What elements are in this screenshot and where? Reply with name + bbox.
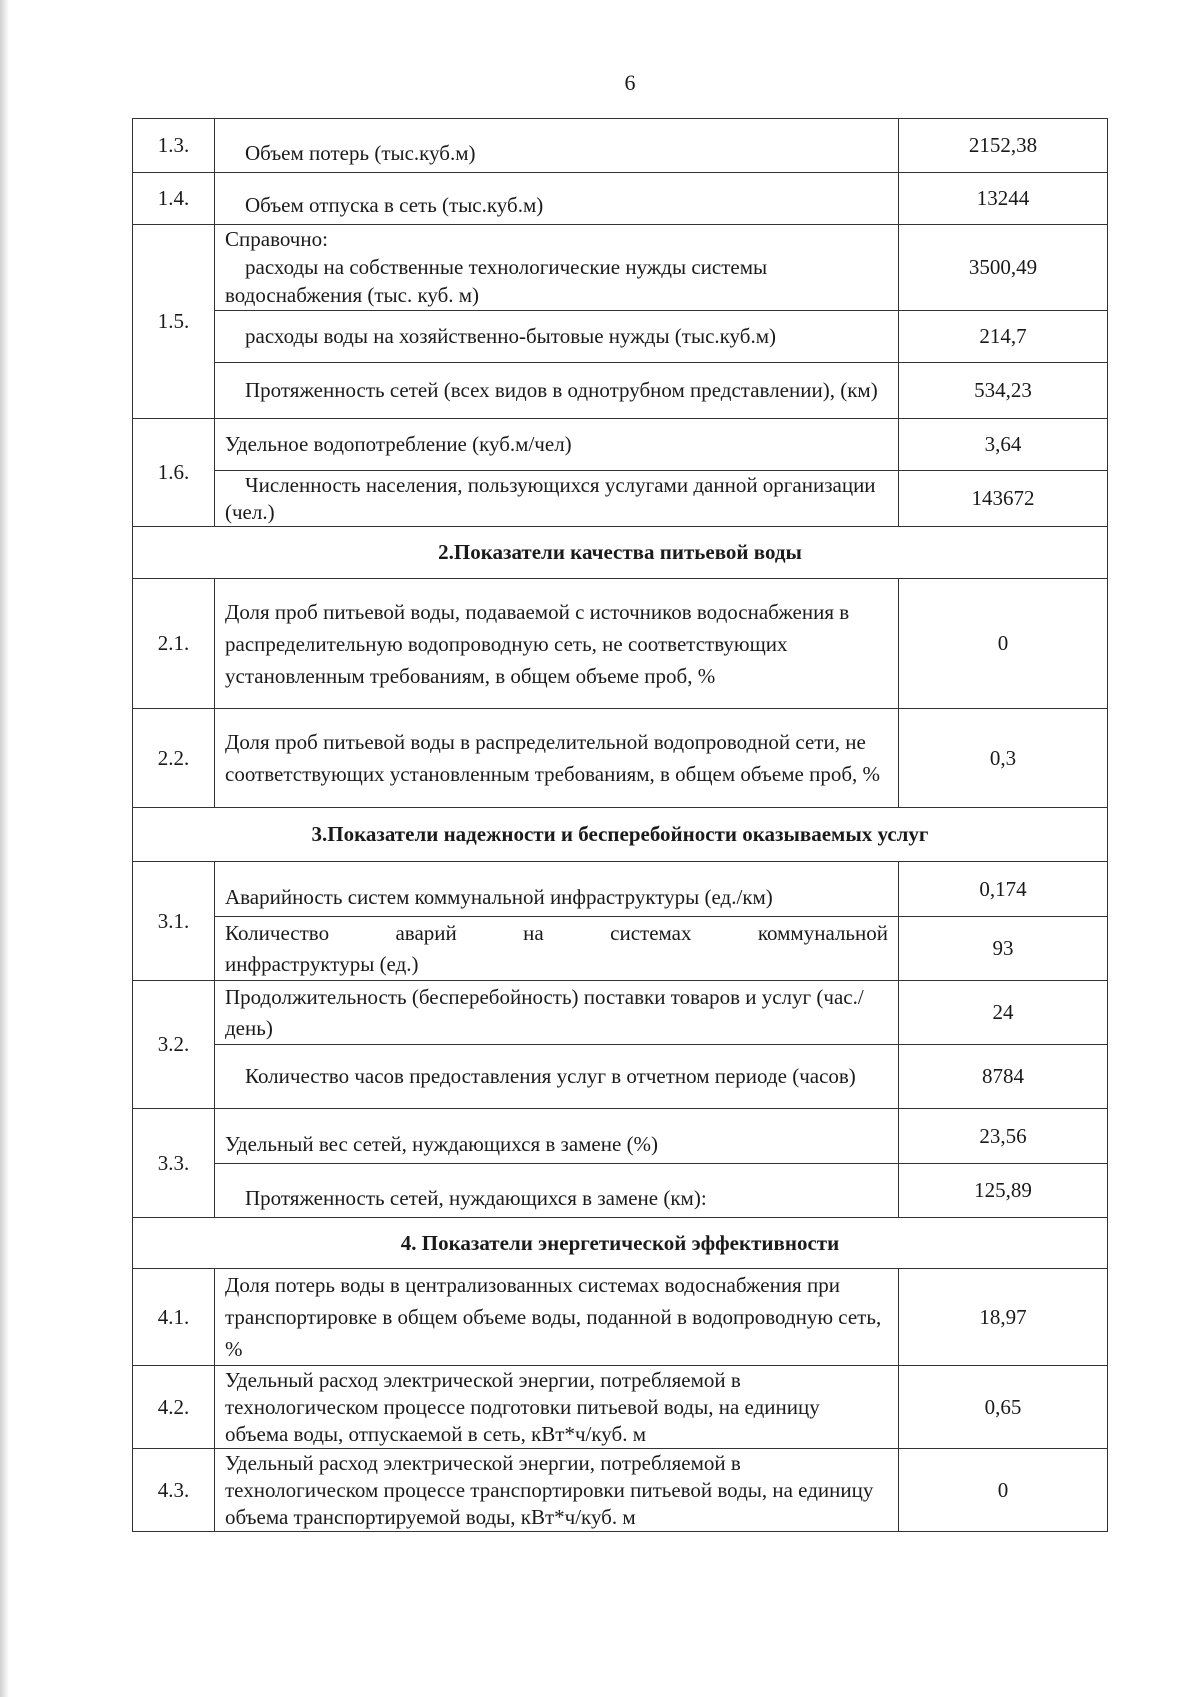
table-row — [133, 862, 1108, 917]
table-row — [133, 1449, 1108, 1532]
row-description: Доля потерь воды в централизованных системах водоснабжения при транспортировке в общем объеме воды, поданной в водопроводную сеть, % — [215, 1269, 899, 1366]
row-value: 0,3 — [899, 709, 1108, 808]
row-value: 143672 — [899, 471, 1108, 527]
row-number: 1.4. — [133, 173, 215, 225]
row-value: 93 — [899, 917, 1108, 981]
row-description: Количество часов предоставления услуг в отчетном периоде (часов) — [215, 1045, 899, 1109]
row-description: Справочно: расходы на собственные технологические нужды системы водоснабжения (тыс. куб. м) — [215, 225, 899, 311]
row-number: 2.1. — [133, 579, 215, 709]
indicators-table — [132, 118, 1108, 1532]
section-header-row — [133, 527, 1108, 579]
row-description: Удельное водопотребление (куб.м/чел) — [215, 419, 899, 471]
row-value: 0,65 — [899, 1366, 1108, 1449]
section-header-row — [133, 808, 1108, 862]
section-title: 4. Показатели энергетической эффективности — [133, 1218, 1108, 1269]
row-description: Продолжительность (бесперебойность) поставки товаров и услуг (час./день) — [215, 981, 899, 1045]
row-value: 13244 — [899, 173, 1108, 225]
row-description: Протяженность сетей, нуждающихся в замене (км): — [215, 1164, 899, 1218]
row-number: 4.2. — [133, 1366, 215, 1449]
row-number: 2.2. — [133, 709, 215, 808]
section-title: 3.Показатели надежности и бесперебойности оказываемых услуг — [133, 808, 1108, 862]
row-description: Удельный расход электрической энергии, потребляемой в технологическом процессе подготовки питьевой воды, на единицу объема воды, отпускаемой в сеть, кВт*ч/куб. м — [215, 1366, 899, 1449]
table-row — [133, 579, 1108, 709]
row-value: 23,56 — [899, 1109, 1108, 1164]
row-value: 24 — [899, 981, 1108, 1045]
row-value: 0,174 — [899, 862, 1108, 917]
table-row — [133, 917, 1108, 981]
page-number: 6 — [624, 70, 636, 95]
table-row — [133, 1109, 1108, 1164]
row-number: 3.3. — [133, 1109, 215, 1218]
table-row — [133, 119, 1108, 173]
row-description: расходы воды на хозяйственно-бытовые нужды (тыс.куб.м) — [215, 311, 899, 363]
table-row — [133, 981, 1108, 1045]
table-row — [133, 173, 1108, 225]
row-description: Объем отпуска в сеть (тыс.куб.м) — [215, 173, 899, 225]
row-description: Протяженность сетей (всех видов в однотрубном представлении), (км) — [215, 363, 899, 419]
row-value: 3500,49 — [899, 225, 1108, 311]
row-description: Удельный вес сетей, нуждающихся в замене (%) — [215, 1109, 899, 1164]
row-value: 534,23 — [899, 363, 1108, 419]
table-row — [133, 709, 1108, 808]
table-row — [133, 1164, 1108, 1218]
table-row — [133, 1366, 1108, 1449]
table-row — [133, 363, 1108, 419]
row-label: Справочно: — [225, 227, 328, 251]
row-value: 2152,38 — [899, 119, 1108, 173]
row-value: 8784 — [899, 1045, 1108, 1109]
row-number: 3.1. — [133, 862, 215, 981]
table-row — [133, 225, 1108, 311]
section-header-row — [133, 1218, 1108, 1269]
scan-page-edge — [0, 0, 9, 1697]
section-title: 2.Показатели качества питьевой воды — [133, 527, 1108, 579]
table-row — [133, 471, 1108, 527]
row-value: 0 — [899, 1449, 1108, 1532]
row-value: 18,97 — [899, 1269, 1108, 1366]
row-description: Удельный расход электрической энергии, потребляемой в технологическом процессе транспортировки питьевой воды, на единицу объема транспортируемой воды, кВт*ч/куб. м — [215, 1449, 899, 1532]
row-number: 4.3. — [133, 1449, 215, 1532]
table-row — [133, 1269, 1108, 1366]
table-row — [133, 311, 1108, 363]
row-description: Объем потерь (тыс.куб.м) — [215, 119, 899, 173]
row-value: 3,64 — [899, 419, 1108, 471]
row-description: Доля проб питьевой воды в распределительной водопроводной сети, не соответствующих установленным требованиям, в общем объеме проб, % — [215, 709, 899, 808]
row-number: 1.3. — [133, 119, 215, 173]
row-description: Численность населения, пользующихся услугами данной организации (чел.) — [215, 471, 899, 527]
row-value: 0 — [899, 579, 1108, 709]
row-number: 1.6. — [133, 419, 215, 527]
table-row — [133, 419, 1108, 471]
row-description: Количество аварий на системах коммунальной инфраструктуры (ед.) — [215, 917, 899, 981]
row-value: 214,7 — [899, 311, 1108, 363]
row-number: 4.1. — [133, 1269, 215, 1366]
row-description: Аварийность систем коммунальной инфраструктуры (ед./км) — [215, 862, 899, 917]
row-description: Доля проб питьевой воды, подаваемой с источников водоснабжения в распределительную водопроводную сеть, не соответствующих установленным требованиям, в общем объеме проб, % — [215, 579, 899, 709]
table-row — [133, 1045, 1108, 1109]
row-number: 1.5. — [133, 225, 215, 419]
row-number: 3.2. — [133, 981, 215, 1109]
row-value: 125,89 — [899, 1164, 1108, 1218]
